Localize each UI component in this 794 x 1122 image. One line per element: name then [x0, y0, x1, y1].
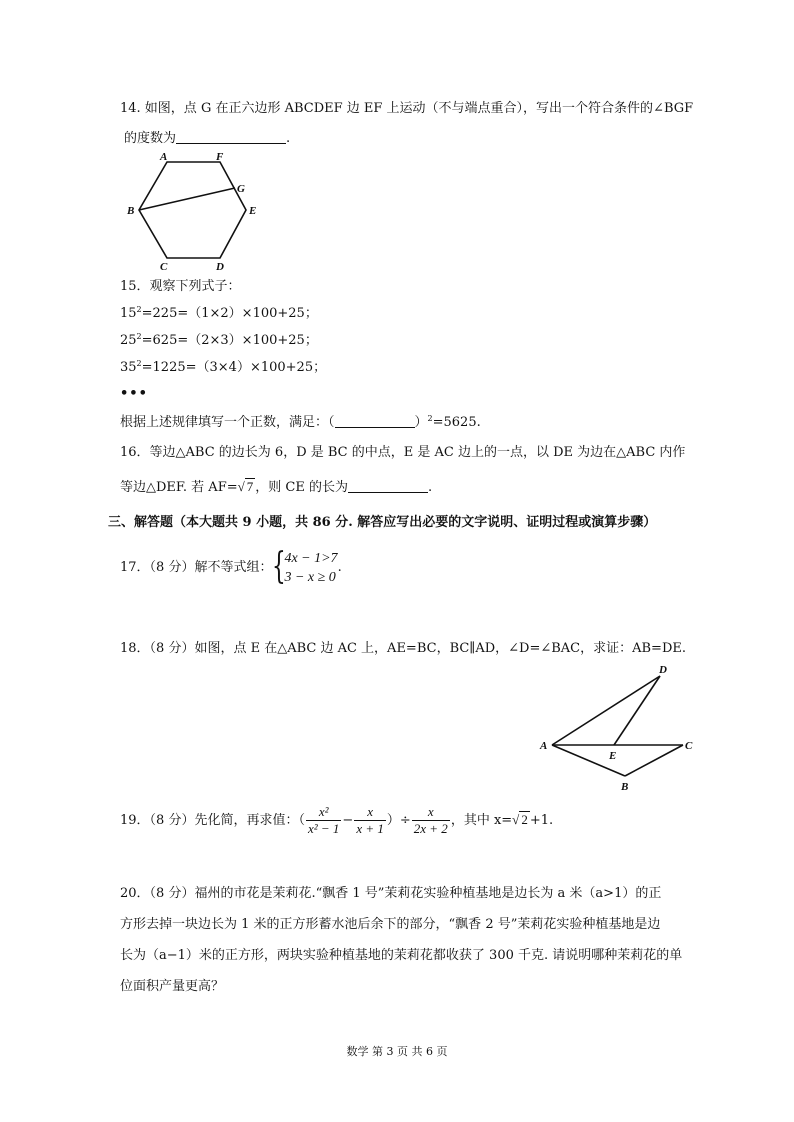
q19-tail-prefix: ，其中 x= — [450, 813, 513, 828]
q14-line2 — [124, 130, 290, 148]
label-g: G — [237, 183, 245, 195]
q20-line-2: 方形去掉一块边长为 1 米的正方形蓄水池后余下的部分，“飘香 2 号”茉莉花实验种植基地是边 — [120, 917, 661, 932]
label-a: A — [540, 740, 548, 752]
q14-line1: 14. 如图，点 G 在正六边形 ABCDEF 边 EF 上运动（不与端点重合），写出一个符合条件的∠BGF — [120, 101, 694, 116]
label-d: D — [659, 664, 667, 676]
q17-suffix: . — [337, 560, 342, 575]
label-e: E — [609, 750, 617, 762]
q15-row-3 — [120, 359, 326, 377]
q16-answer-blank — [348, 479, 428, 493]
q19-fraction-3 — [412, 804, 450, 837]
q19-fraction-2 — [354, 804, 386, 837]
q17-inequality-2: 3 − x ≥ 0 — [284, 569, 336, 585]
q17 — [120, 546, 342, 590]
q15-ask-prefix: 根据上述规律填写一个正数，满足：（ — [120, 415, 335, 430]
segment-bg — [139, 188, 235, 210]
q19-fraction-1-denominator: x² − 1 — [307, 821, 340, 836]
label-d: D — [216, 261, 224, 272]
q19-sqrt-value: 2 — [521, 812, 528, 827]
q20-line-3: 长为（a−1）米的正方形，两块实验种植基地的茉莉花都收获了 300 千克. 请说明哪种茉莉花的单 — [120, 948, 683, 963]
triangle-figure — [535, 662, 705, 794]
q16-line2 — [120, 478, 432, 497]
q15-row-1-base: 15 — [120, 306, 137, 321]
q14-answer-blank — [176, 130, 286, 144]
q16-line2-prefix: 等边△DEF. 若 AF= — [120, 480, 238, 495]
q17-brace: { — [272, 545, 287, 587]
q16-line2-suffix: . — [427, 480, 433, 495]
q19-fraction-3-denominator: 2x + 2 — [413, 821, 448, 836]
label-e: E — [249, 205, 257, 217]
q15-ask-exp: 2 — [427, 414, 433, 423]
hexagon-shape — [139, 162, 246, 258]
label-b: B — [127, 205, 135, 217]
page-footer: 数学 第 3 页 共 6 页 — [346, 1045, 448, 1058]
q18-text: 18．（8 分）如图，点 E 在△ABC 边 AC 上，AE=BC，BC∥AD，∠D=∠BAC，求证：AB=DE. — [120, 641, 686, 656]
q19-prefix: 19．（8 分）先化简，再求值：（ — [120, 813, 305, 828]
section-3-heading: 三、解答题（本大题共 9 小题，共 86 分. 解答应写出必要的文字说明、证明过程或演算步骤） — [108, 515, 657, 530]
label-c: C — [160, 261, 168, 272]
q15-title: 15．观察下列式子： — [120, 279, 241, 294]
q14-line2-suffix: . — [286, 131, 291, 146]
q15-row-1-rest: =225=（1×2）×100+25； — [141, 306, 318, 321]
q15-ask-value: =5625. — [432, 415, 481, 430]
q19-fraction-2-numerator: x — [354, 804, 386, 821]
q15-row-2-base: 25 — [120, 333, 137, 348]
label-c: C — [685, 740, 693, 752]
q19-tail-suffix: +1. — [529, 813, 554, 828]
label-f: F — [216, 151, 224, 163]
q15-row-3-base: 35 — [120, 360, 137, 375]
q15-row-1-exp: 2 — [136, 305, 142, 314]
q15-ellipsis: ••• — [120, 386, 148, 401]
q19 — [120, 800, 553, 840]
segment-ed — [614, 676, 660, 745]
q19-fraction-3-numerator: x — [412, 804, 450, 821]
q15-row-3-rest: =1225=（3×4）×100+25； — [141, 360, 327, 375]
q14-line2-prefix: 的度数为 — [124, 131, 177, 146]
q15-row-2-exp: 2 — [136, 332, 142, 341]
q19-fraction-2-denominator: x + 1 — [356, 821, 384, 836]
label-b: B — [621, 781, 629, 793]
q15-row-3-exp: 2 — [136, 359, 142, 368]
q15-row-1 — [120, 305, 318, 323]
q19-mid: ）÷ — [386, 813, 411, 828]
q16-line1: 16．等边△ABC 的边长为 6，D 是 BC 的中点，E 是 AC 边上的一点，以 DE 为边在△ABC 内作 — [120, 445, 686, 460]
q19-minus: − — [342, 813, 354, 828]
q15-ask-suffix: ） — [414, 415, 428, 430]
hexagon-figure — [120, 148, 270, 272]
q19-sqrt: √ 2 — [512, 812, 528, 827]
q17-inequality-1: 4x − 1>7 — [284, 550, 338, 566]
q17-inequality-system — [272, 545, 338, 587]
q15-ask — [120, 414, 481, 432]
q16-line2-mid: ，则 CE 的长为 — [255, 480, 348, 495]
segment-bc — [625, 745, 683, 776]
q19-fraction-1 — [306, 804, 341, 837]
q15-row-2 — [120, 332, 318, 350]
q20-line-1: 20．（8 分）福州的市花是茉莉花.“飘香 1 号”茉莉花实验种植基地是边长为 a 米（a>1）的正 — [120, 886, 662, 901]
label-a: A — [160, 151, 168, 163]
segment-ad — [552, 676, 660, 745]
q19-fraction-1-numerator: x² — [306, 804, 341, 821]
q20-line-4: 位面积产量更高？ — [120, 979, 225, 994]
q16-sqrt: √ 7 — [237, 479, 254, 494]
q15-row-2-rest: =625=（2×3）×100+25； — [141, 333, 318, 348]
q17-prefix: 17．（8 分）解不等式组： — [120, 560, 273, 575]
q15-answer-blank — [335, 414, 415, 428]
q16-sqrt-value: 7 — [246, 479, 254, 494]
